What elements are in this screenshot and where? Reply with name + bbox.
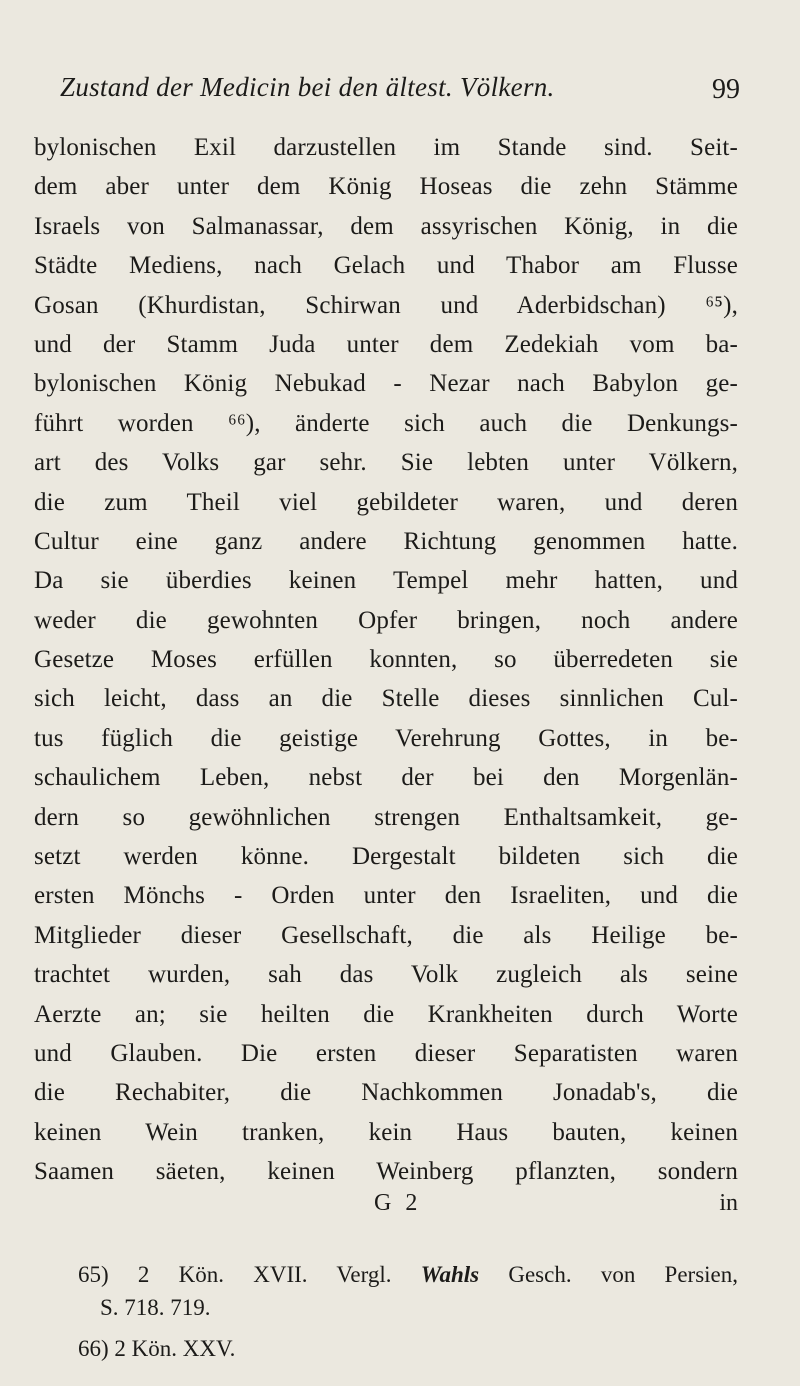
text-line: Gosan (Khurdistan, Schirwan und Aderbidschan) ⁶⁵), xyxy=(34,291,738,319)
text-line: Gesetze Moses erfüllen konnten, so überredeten sie xyxy=(34,646,738,674)
footnote-reference: 2 Kön. XXV. xyxy=(114,1336,236,1361)
footnote-vergl: Vergl. xyxy=(336,1262,392,1287)
running-head: Zustand der Medicin bei den ältest. Völkern. xyxy=(60,72,555,102)
text-line: dem aber unter dem König Hoseas die zehn Stämme xyxy=(34,173,738,201)
text-line: Mitglieder dieser Gesellschaft, die als Heilige be- xyxy=(34,921,738,949)
text-line: setzt werden könne. Dergestalt bildeten sich die xyxy=(34,843,738,871)
catchword: in xyxy=(719,1190,738,1216)
footnote-65 xyxy=(78,1258,738,1291)
footnote-66 xyxy=(78,1332,738,1365)
page-number: 99 xyxy=(712,74,740,105)
text-line: führt worden ⁶⁶), änderte sich auch die Denkungs- xyxy=(34,409,738,437)
footnotes xyxy=(78,1258,738,1365)
text-line: Da sie überdies keinen Tempel mehr hatten, und xyxy=(34,567,738,595)
text-line: die Rechabiter, die Nachkommen Jonadab's, die xyxy=(34,1079,738,1107)
signature-mark: G 2 xyxy=(374,1190,422,1216)
text-line: art des Volks gar sehr. Sie lebten unter Völkern, xyxy=(34,449,738,477)
footnote-reference: 2 Kön. XVII. xyxy=(137,1262,308,1287)
text-line: Städte Mediens, nach Gelach und Thabor am Flusse xyxy=(34,252,738,280)
footnote-65-continuation: S. 718. 719. xyxy=(100,1295,211,1320)
signature-row xyxy=(34,1190,738,1226)
text-line: tus füglich die geistige Verehrung Gottes, in be- xyxy=(34,724,738,752)
text-line: weder die gewohnten Opfer bringen, noch andere xyxy=(34,606,738,634)
text-line: und Glauben. Die ersten dieser Separatisten waren xyxy=(34,1039,738,1067)
text-line: dern so gewöhnlichen strengen Enthaltsamkeit, ge- xyxy=(34,803,738,831)
page-header xyxy=(60,72,740,108)
text-line: Aerzte an; sie heilten die Krankheiten durch Worte xyxy=(34,1000,738,1028)
text-line: schaulichem Leben, nebst der bei den Morgenlän- xyxy=(34,764,738,792)
text-line: und der Stamm Juda unter dem Zedekiah vom ba- xyxy=(34,330,738,358)
footnote-title: Gesch. von Persien, xyxy=(508,1262,739,1287)
text-line: sich leicht, dass an die Stelle dieses sinnlichen Cul- xyxy=(34,685,738,713)
text-line: ersten Mönchs - Orden unter den Israeliten, und die xyxy=(34,882,738,910)
text-line: die zum Theil viel gebildeter waren, und deren xyxy=(34,488,738,516)
footnote-number: 66) xyxy=(78,1336,109,1361)
body-text xyxy=(34,128,738,1192)
text-line: Saamen säeten, keinen Weinberg pflanzten, sondern xyxy=(34,1158,738,1186)
text-line: bylonischen König Nebukad - Nezar nach Babylon ge- xyxy=(34,370,738,398)
text-line: keinen Wein tranken, kein Haus bauten, keinen xyxy=(34,1118,738,1146)
text-line: trachtet wurden, sah das Volk zugleich als seine xyxy=(34,961,738,989)
text-line: Cultur eine ganz andere Richtung genommen hatte. xyxy=(34,527,738,555)
footnote-author: Wahls xyxy=(420,1262,480,1287)
footnote-number: 65) xyxy=(78,1262,109,1287)
text-line: Israels von Salmanassar, dem assyrischen König, in die xyxy=(34,212,738,240)
text-line: bylonischen Exil darzustellen im Stande sind. Seit- xyxy=(34,134,738,161)
